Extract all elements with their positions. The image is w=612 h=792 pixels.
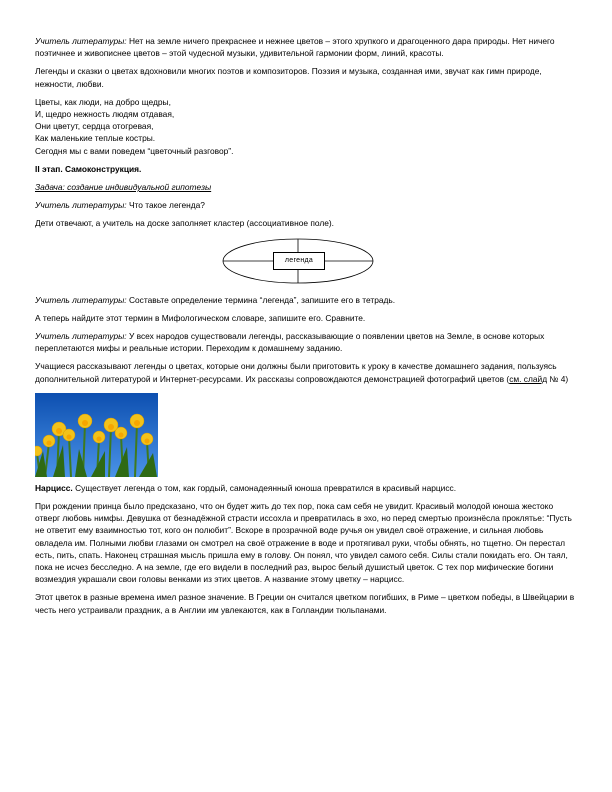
paragraph-intro (35, 35, 580, 59)
stage-heading: II этап. Самоконструкция. (35, 163, 142, 174)
poem (35, 96, 580, 157)
speaker-label: Учитель литературы: (35, 200, 127, 211)
poem-line: Они цветут, сердца отогревая, (35, 121, 154, 132)
cluster-diagram (220, 236, 375, 286)
paragraph-narcissus-meaning: Этот цветок в разные времена имел разное значение. В Греции он считался цветком погибших, в Риме – цветком победы, в Швейцарии в честь него устраивали праздник, а в Англии им увлекаются, как в Голландии тюльпанами. (35, 592, 575, 615)
cluster-center-box: легенда (273, 252, 325, 270)
slide-link[interactable]: см. слайд (509, 373, 548, 384)
task-heading: Задача: создание индивидуальной гипотезы (35, 182, 212, 193)
paragraph-legends: Легенды и сказки о цветах вдохновили многих поэтов и композиторов. Поэзия и музыка, созданная ими, звучат как гимн природе, нежности, любви. (35, 66, 542, 89)
paragraph-all-peoples: Учитель литературы: У всех народов существовали легенды, рассказывающие о появлении цветов на Земле, в основе которых переплетаются мифы и реальные истории. Переходим к домашнему заданию. (35, 331, 545, 354)
poem-line: Цветы, как люди, на добро щедры, (35, 96, 171, 107)
paragraph-narcissus-story: При рождении принца было предсказано, что он будет жить до тех пор, пока сам себя не увидит. Красивый молодой юноша жестоко отверг любовь нимфы. Девушка от безнадёжной страсти иссохла и превратилась в эхо, но перед смертью произнёсла проклятье: “Пусть не ответит ему взаимностью тот, кого он полюбит”. Вскоре в прозрачной воде ручья он увидел своё отражение, и сильная любовь овладела им. Полными любви глазами он смотрел на своё отражение в воде и протягивал руки, чтобы обнять, но тщетно. Он перестал есть, пить, спать. Наконец страшная мысль пришла ему в голову. Он понял, что увидел самого себя. Силы стали покидать его. Он таял, пока не исчез бесследно. А на земле, где его видели в последний раз, вырос белый душистый цветок. С тех пор мифические богини возмездия украшали свои головы венками из этих цветов. А название этому цветку – нарцисс. (35, 501, 572, 585)
narcissus-title: Нарцисс. (35, 482, 73, 493)
paragraph-narcissus-intro: Нарцисс. Существует легенда о том, как гордый, самонадеянный юноша превратился в красивый нарцисс. (35, 482, 457, 493)
daffodils-photo (35, 393, 158, 477)
document-page (35, 35, 580, 622)
paragraph-students: Учащиеся рассказывают легенды о цветах, которые они должны были приготовить к уроку в качестве домашнего задания, пользуясь дополнительной литературой и Интернет-ресурсами. Их рассказы сопровождаются демонстрацией фотографий цветов (см. слайд № 4) (35, 361, 569, 384)
paragraph-question: Учитель литературы: Что такое легенда? (35, 200, 205, 211)
speaker-label: Учитель литературы: (35, 294, 127, 305)
paragraph-text: Нет на земле ничего прекраснее и нежнее цветов – этого хрупкого и драгоценного дара природы. Нет ничего поэтичнее и живописнее цветов – этой чудесной музыки, удивительной гармонии форм, линий, красоты. (35, 36, 555, 59)
paragraph-definition: Учитель литературы: Составьте определение термина “легенда”, запишите его в тетрадь. (35, 294, 396, 305)
speaker-label: Учитель литературы: (35, 36, 127, 46)
poem-line: И, щедро нежность людям отдавая, (35, 109, 175, 120)
paragraph-find: А теперь найдите этот термин в Мифологическом словаре, запишите его. Сравните. (35, 312, 366, 323)
poem-line: Как маленькие теплые костры. (35, 133, 156, 144)
paragraph-kids: Дети отвечают, а учитель на доске заполняет кластер (ассоциативное поле). (35, 218, 335, 229)
poem-line: Сегодня мы с вами поведем “цветочный разговор”. (35, 145, 234, 156)
speaker-label: Учитель литературы: (35, 331, 127, 342)
